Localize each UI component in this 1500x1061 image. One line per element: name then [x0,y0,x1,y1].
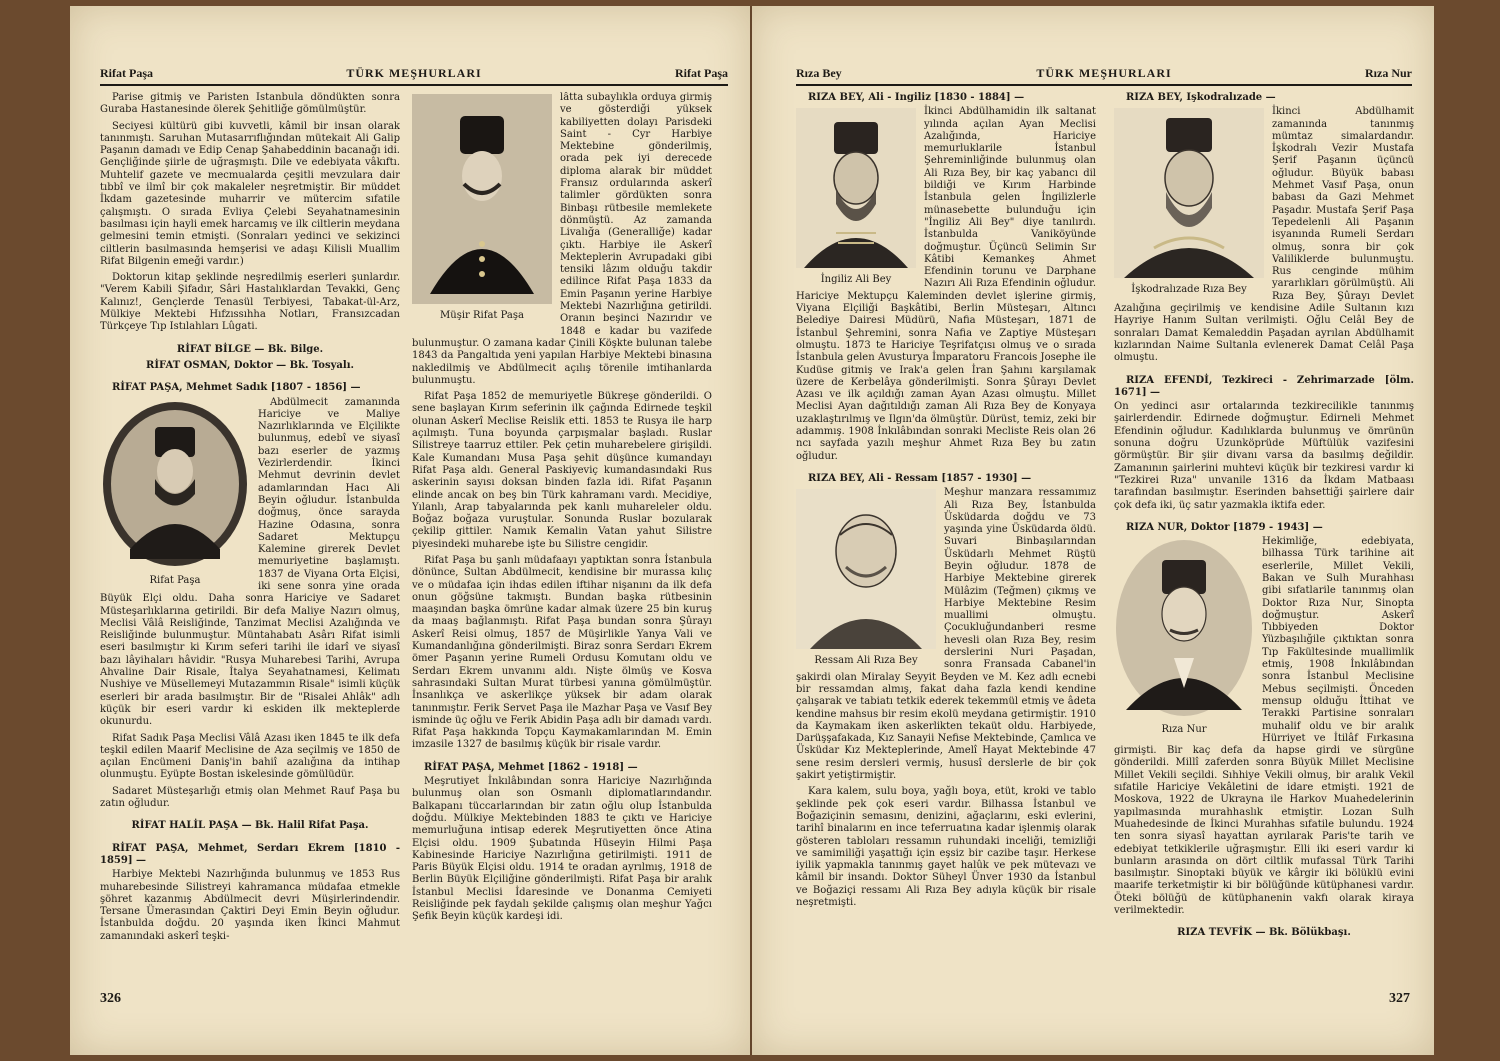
paragraph: Harbiye Mektebi Nazırlığında bulunmuş ve 1853 Rus muharebesinde Silistreyi kahramanca müdafaa etmekle şöhret kazanmış Abdülmecit devri Müşirlerindendir. Tersane Ümerasından Çaktiri Deyi Emin Beyin oğludur. İstanbulda doğdu. 20 yaşında iken İkinci Mahmut zamanındaki askerî teşki- [100,869,400,942]
running-head-title: TÜRK MEŞHURLARI [1036,66,1172,80]
running-head-title: TÜRK MEŞHURLARI [346,66,482,80]
portrait-riza-nur [1114,538,1254,736]
entry-heading: RİFAT PAŞA, Mehmet [1862 - 1918] — [424,761,638,773]
entry-heading: RIZA EFENDİ, Tezkireci - Zehrimarzade [ölm. 1671] — [1114,374,1414,398]
portrait-image [796,108,916,268]
portrait-musir-rifat-pasa [412,94,552,322]
portrait-caption: Rifat Paşa [149,574,201,586]
portrait-caption: Rıza Nur [1161,724,1207,736]
cross-reference: RIZA TEVFİK — Bk. Bölükbaşı. [1177,927,1351,939]
page-number: 327 [1389,991,1410,1006]
portrait-image [1114,108,1264,278]
right-page [752,6,1434,1055]
entry-heading: RİFAT PAŞA, Mehmet, Serdarı Ekrem [1810 - 1859] — [100,842,400,866]
cross-reference: RİFAT OSMAN, Doktor — Bk. Tosyalı. [146,359,354,371]
portrait-ressam-ali-riza-bey [796,489,936,667]
paragraph: On yedinci asır ortalarında tezkirecilikle tanınmış şairlerdendir. Edirnede doğmuştur. Edirneli Mehmet Efendinin oğludur. Kadılıklarda bulunmuş ve ömrünün sonuna doğru Uzunköprüde Müftülük vazifesini görmüştür. Bir şiir divanı varsa da basılmış değildir. Zamanının şairlerini muhtevi küçük bir tezkiresi vardır ki "Tezkirei Rıza" unvanile 1316 da İkdam Matbaası tarafından basılmıştır. Eserinden bahsettiği şairlere dair çok defa iki, üç satır yazmakla iktifa eder. [1114,401,1414,511]
left-page-column-1 [100,92,400,992]
portrait-image [796,489,936,649]
paragraph: Parise gitmiş ve Paristen İstanbula döndükten sonra Guraba Hastanesinde ölerek Şehitliğe gömülmüştür. [100,92,400,116]
paragraph: İkinci Abdülhamit zamanında tanınmış mümtaz simalardandır. İşkodralı Vezir Mustafa Şerif Paşanın üçüncü oğludur. Büyük babası Mehmet Vasıf Paşa, onun babası da Gazi Mehmet Paşadır. Mustafa Şerif Paşa Tepedelenli Ali Paşanın isyanında Rumeli Serdarı olmuş, sonra bir çok Valiliklerde bulunmuştu. Rus cenginde mühim yararlıkları görülmüştü. Ali Rıza Bey, Şûrayı Devlet Azalığına geçirilmiş ve kendisine Adile Sultanın kızı Hayriye Hanım Sultan verilmişti. Oğlu Celâl Bey de sonraları Damat Kemaleddin Paşadan ayrılan Abdülhamit kızlarından Naime Sultanla evlenerek Damat Celâl Paşa olmuştu. [1114,106,1414,364]
running-head-right: Rıza Nur [1365,66,1412,80]
page-number: 326 [100,991,121,1006]
left-page [70,6,750,1055]
right-page-column-1 [796,92,1096,1002]
paragraph: Hekimliğe, edebiyata, bilhassa Türk tarihine ait eserlerile, Millet Vekili, Bakan ve Sulh Murahhası gibi sıfatlarile tanınmış olan Doktor Rıza Nur, Sinopta doğmuştur. Askerî Tıbbiyeden Doktor Yüzbaşılığile çıktıktan sonra Tıp Fakültesinde muallimlik etmiş, 1908 İnkılâbından sonra İstanbul Meclisine Mebus seçilmişti. Önceden mensup olduğu İttihat ve Terakki Partisine sonraları muhalif oldu ve bir aralık Hürriyet ve İtilâf Fırkasına girmişti. Bir kaç defa da hapse girdi ve sürgüne gönderildi. Millî zaferden sonra Büyük Millet Meclisine Millet Vekili seçildi. Sıhhiye Vekili olmuş, bir aralık Vekil sıfatile Hariciye Vekâletini de idare etmişti. 1921 de Moskova, 1922 de Ukrayna ile Harkov Muahedelerinin yapılmasında murahhaslık etmiştir. Lozan Sulh Muahedesinde de İkinci Murahhas sıfatile bulundu. 1924 ten sonra siyasî hayattan ayrılarak Paris'te tarih ve edebiyat tetkiklerile uğraşmıştır. Elli iki eseri vardır ki bunların arasında on dört ciltlik mufassal Türk Tarihi basılmıştır. Sinoptaki büyük ve kârgir iki bölüklü evini maarife terketmiştir ki bir bölüğünde kütüphanesi vardır. Öteki bölüğü de kütüphanenin vakfı olarak kiraya verilmektedir. [1114,536,1414,916]
entry-heading: RİFAT PAŞA, Mehmet Sadık [1807 - 1856] — [112,382,361,394]
portrait-image [412,94,552,304]
paragraph: Rifat Paşa 1852 de memuriyetle Bükreşe gönderildi. O sene başlayan Kırım seferinin ilk çağında Edirnede teşkil olunan Askerî Meclise Reislik etti. 1853 te Rusya ile harp açılmıştı. Tuna boyunda çarpışmalar başladı. Ruslar Silistreye taarruz ettiler. Pek çetin muharebelere girişildi. Kale Kumandanı Musa Paşa şehit düşünce kumandayı Rifat Paşa aldı. General Paskiyeviç kumandasındaki Rus askerinin sayısı doksan binden fazla idi. Rifat Paşanın elinde ancak on beş bin Türk kahramanı vardı. Mecidiye, Yılanlı, Arap tabyalarında pek kanlı muhareleler oldu. Boğaz boğaza vuruştular. Sonunda Ruslar bozularak çekilip gittiler. Namık Kemalin Vatan yahut Silistre piyesindeki muharebe işte bu Silistre cengidir. [412,391,712,550]
paragraph: Rifat Sadık Paşa Meclisi Vâlâ Azası iken 1845 te ilk defa teşkil edilen Maarif Meclisine de Aza seçilmiş ve 1850 de açılan Encümeni Daniş'in bahiî azalığına da intihap olunmuştu. Eyüpte Bostan iskelesinde gömülüdür. [100,732,400,781]
portrait-rifat-pasa [100,399,250,587]
portrait-image [1114,538,1254,718]
portrait-ingiliz-ali-bey [796,108,916,286]
portrait-caption: Müşir Rifat Paşa [440,310,524,321]
paragraph: lâtta subaylıkla orduya girmiş ve gösterdiği yüksek kabiliyetten dolayı Parisdeki Saint - Cyr Harbiye Mektebine gönderilmiş, orada pek iyi derecede diploma alarak bir müddet Fransız ordularında askerî talimler gördükten sonra Binbaşı rütbesile memlekete dönmüştü. Az zamanda Livalığa (Generalliğe) kadar çıktı. Harbiye ile Askerî Mekteplerin Avrupadaki gibi tensiki lâzım olduğu takdir edilince Rifat Paşa 1833 da Emin Paşanın yerine Harbiye Mektebi Nazırlığına getirildi. Oranın beşinci Nazırıdır ve 1848 e kadar bu vazifede bulunmuştur. O zamana kadar Çinili Köşkte bulunan talebe 1843 da Pangaltıda yeni yapılan Harbiye Mektebi binasına nakledilmiş ve Abdülmecit açılış törenile imtihanlarda bulunmuştu. [412,92,712,386]
paragraph: Rifat Paşa bu şanlı müdafaayı yaptıktan sonra İstanbula dönünce, Sultan Abdülmecit, kendisine bir murassa kılıç ve o müdafaa için ihdas edilen iftihar nişanını da ilk defa onun göğsüne takmıştı. Bundan başka rütbesinin maaşından başka ömrüne kadar almak üzere 25 bin kuruş da maaş bağlanmıştı. Rifat Paşa bundan sonra Şûrayı Askerî Reisi olmuş, 1857 de Müşirlikle Yanya Vali ve Kumandanlığına gönderilmişti. Biraz sonra Serdarı Ekrem ömer Paşanın yerine Rumeli Ordusu Komutanı oldu ve Serdarı Ekrem unvanını aldı. Nişte ölmüş ve Kosva sahrasındaki Sultan Murat türbesi yanına gömülmüştür. İnsanlıkça ve askerlikçe yüksek bir adam olarak tanınmıştır. Ferik Servet Paşa ile Mazhar Paşa ve Vasıf Bey isminde üç oğlu ve Ferik Abidin Paşa adlı bir damadı vardı. Rifat Paşa hakkında Topçu Kaymakamlarından M. Emin imzasile 1327 de basılmış küçük bir risale vardır. [412,554,712,751]
paragraph: İkinci Abdülhamidin ilk saltanat yılında açılan Ayan Meclisi Azalığında, Hariciye memurluklarile İstanbul Şehreminliğinde bulunmuş olan Ali Rıza Bey, bir kaç yabancı dil bildiği ve Kırım Harbinde İstanbula gelen İngilizlerle münasebette bulunduğu için "İngiliz Ali Bey" diye tanılırdı. İstanbulda Vaniköyünde doğmuştur. Üçüncü Selimin Sır Kâtibi Kemankeş Ahmet Efendinin torunu ve Darphane Nazırı Ali Rıza Efendinin oğludur. Hariciye Mektupçu Kaleminden devlet işlerine girmiş, Viyana Elçiliği Başkâtibi, Berlin Müsteşarı, Altıncı Belediye Dairesi Müdürü, Nafia Müsteşarı, 1871 de İstanbul Şehremini, sonra Nafia ve Zaptiye Müsteşarı olmuştu. 1873 te Hariciye Teşrifatçısı olmuş ve o sırada İstanbula gelen Avusturya İmparatoru Francois Josephe ile Kudüse gitmiş ve Irak'a gelen İran Şahını karşılamak üzere de Kerbelâya gönderilmişti. Sonra Şûrayı Devlet Azası ve ilk açıldığı zaman Ayan Azası olmuştu. Millet Meclisi Ayan dağıtıldığı zaman Ali Rıza Bey de Konyaya uzaklaştırılmış ve Ilgın'da ölmüştür. Dürüst, temiz, zeki bir adammış. 1908 İnkılâbından sonraki Mecliste Reis olan 26 ncı sayfada yazılı meşhur Ahmet Rıza Bey bu zatın oğludur. [796,106,1096,462]
portrait-iskodralizade-riza-bey [1114,108,1264,296]
paragraph: Sadaret Müsteşarlığı etmiş olan Mehmet Rauf Paşa bu zatın oğludur. [100,785,400,810]
paragraph: Abdülmecit zamanında Hariciye ve Maliye Nazırlıklarında ve Elçilikte bulunmuş, edebî ve siyasî bazı eserler de yazmış Vezirlerdendir. İkinci Mehmut devrinin devlet adamlarından Hacı Ali Beyin oğludur. İstanbulda doğmuş, önce sarayda Hazine Odasına, sonra Sadaret Mektupçu Kalemine girerek Devlet memuriyetine başlamıştı. 1837 de Viyana Orta Elçisi, iki sene sonra yine orada Büyük Elçi oldu. Daha sonra Hariciye ve Sadaret Müsteşarlıklarına getirildi. Bir defa Maliye Nazırı olmuş, Meclisi Vâlâ Reisliğinde, Tanzimat Meclisi Azalığında ve Reisliğinde bulunmuştur. Müntahabatı Asârı Rifat isimli eseri basılmıştır ki Kırım seferi tarihi ile idarî ve siyasî bazı lâyihaları hâvidir. "Rusya Muharebesi Tarihi, Avrupa Ahvaline Dair Risale, İtalya Seyahatnamesi, Kelimatı Nushiye ve Müsellemeyi Mutazammın Risale" isimli küçük eserleri bir arada basılmıştır. Bir de "Risalei Ahlâk" adlı küçük bir eseri vardır ki eskiden ilk mekteplerde okunurdu. [100,396,400,728]
portrait-caption: İngiliz Ali Bey [820,274,892,286]
running-head-right: Rifat Paşa [675,66,728,80]
cross-reference: RİFAT BİLGE — Bk. Bilge. [176,343,324,355]
cross-reference: RİFAT HALİL PAŞA — Bk. Halil Rifat Paşa. [131,820,369,832]
right-page-header [796,62,1412,86]
right-page-column-2 [1114,92,1414,1002]
paragraph: Doktorun kitap şeklinde neşredilmiş eserleri şunlardır. "Verem Kabili Şifadır, Sâri Hastalıklardan Tevakki, Genç Kalınız!, Gençlerde Tenasül Terbiyesi, Tabakat-ül-Arz, Mülkiye Mektebi Hıfzıssıhha Notları, Fransızcadan Türkçeye Tıp Istılahları Lûgati. [100,272,400,333]
portrait-image [100,399,250,569]
paragraph: Seciyesi kültürü gibi kuvvetli, kâmil bir insan olarak tanınmıştı. Saruhan Mutasarrıflığından mütekait Ali Galip Paşanın damadı ve Edip Cenap Şahabeddinin bacanağı idi. Gençliğinde şiirle de uğraşmıştı. Dile ve edebiyata vâkıftı. Muhtelif gazete ve mecmualarda çeşitli mevzulara dair tıbbî ve ilmî bir çok makaleler neşretmiştir. Bir müddet İkdam gazetesinde muharrir ve mütercim sıfatile çalışmıştı. O sırada Evliya Çelebi Seyahatnamesinin basılması için hayli emek harcamış ve ilk ciltlerin meydana gelmesini temin etmişti. (Sonraları yedinci ve sekizinci ciltlerin basılmasında hemşerisi ve adaşı Kilisli Muallim Rifat Bilgenin emeği vardır.) [100,120,400,267]
paragraph: Meşrutiyet İnkılâbından sonra Hariciye Nazırlığında bulunmuş olan son Osmanlı diplomatlarındandır. Balkapanı tüccarlarından bir zatın oğlu olup İstanbulda doğdu. Mülkiye Mektebinden 1883 te çıktı ve Hariciye memurluğuna intisap ederek Meşrutiyetten önce Atina Elçisi oldu. 1909 Şubatında Hüseyin Hilmi Paşa Kabinesinde Hariciye Nazırlığına getirilmişti. 1911 de Paris Büyük Elçisi oldu. 1914 te oradan ayrılmış, 1918 de Berlin Büyük Elçiliğine gönderilmişti. Rifat Paşa bir aralık İstanbul Meclisi İdaresinde ve Donanma Cemiyeti Reisliğinde pek faydalı şekilde çalışmış olan meşhur Yağcı Şefik Beyin küçük kardeşi idi. [412,776,712,923]
running-head-left: Rifat Paşa [100,66,153,80]
paragraph: Meşhur manzara ressamımız Ali Rıza Bey, İstanbulda Üsküdarda doğdu ve 73 yaşında yine Üsküdarda öldü. Suvari Binbaşılarından Üsküdarlı Mehmet Rüştü Beyin oğludur. 1878 de Harbiye Mektebine girerek Mülâzim (Teğmen) çıkmış ve Harbiye Mektebine Resim muallimi olmuştu. Çocukluğundanberi resme hevesli olan Rıza Bey, resim derslerini Nuri Paşadan, sonra Fransada Cabanel'in şakirdi olan Miralay Seyyit Beyden ve M. Kez adlı ecnebi bir ressamdan almış, fakat daha fazla kendi kendine çalışarak ve tabiatı tetkik ederek tekemmül etmiş ve âdeta kendine mahsus bir resim ekolü meydana getirmiştir. 1910 da Kaymakam iken askerlikten tekaüt oldu. Harbiyede, Darüşşafakada, Kız Sanayii Nefise Mektebinde, Çamlıca ve Üsküdar Kız Mekteplerinde, Amelî Hayat Mektebinde 47 sene resim dersleri vermiş, hususî derslerle de bir çok şakirt yetiştirmiştir. [796,487,1096,782]
paragraph: Kara kalem, sulu boya, yağlı boya, etüt, kroki ve tablo şeklinde pek çok eseri vardır. Bilhassa İstanbul ve Boğaziçinin semasını, denizini, ağaçlarını, eski evlerini, tarihî binalarını en ince teferruatına kadar işlenmiş olarak gösteren tabloları ressamın ruhundaki inceliği, temizliği ve samimiliği yaşattığı için eşsiz bir cazibe taşır. Herkese iyilik yapmakla tanınmış gayet halûk ve pek mütevazı ve kâmil bir insandı. Doktor Süheyl Ünver 1930 da İstanbul ve Boğaziçi ressamı Ali Rıza Bey adıyla küçük bir risale neşretmişti. [796,786,1096,908]
portrait-caption: Ressam Ali Rıza Bey [814,655,918,667]
entry-heading: RIZA NUR, Doktor [1879 - 1943] — [1126,521,1323,533]
portrait-caption: İşkodralızade Rıza Bey [1131,284,1247,296]
entry-heading: RIZA BEY, Ali - İngiliz [1830 - 1884] — [808,92,1025,103]
running-head-left: Rıza Bey [796,66,842,80]
left-page-header [100,62,728,86]
left-page-column-2 [412,92,712,992]
entry-heading: RIZA BEY, Ali - Ressam [1857 - 1930] — [808,472,1032,484]
entry-heading: RIZA BEY, İşkodralızade — [1126,92,1276,103]
